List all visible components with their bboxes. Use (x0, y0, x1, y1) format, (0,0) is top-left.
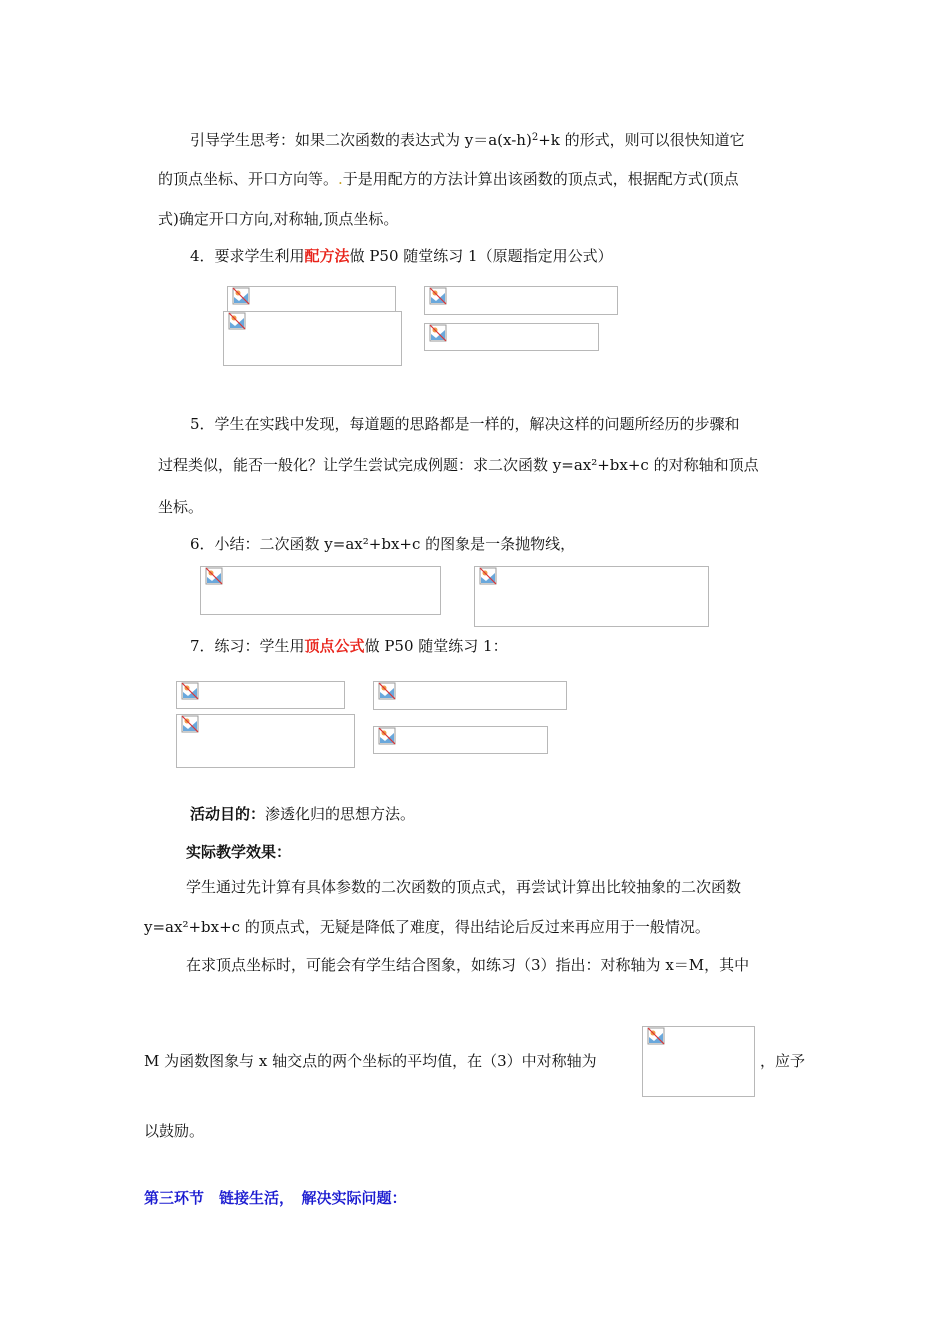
effect-heading: 实际教学效果： (186, 843, 292, 861)
list-item-7 (190, 636, 508, 656)
broken-image-icon (378, 727, 396, 745)
text-run: 渗透化归的思想方法。 (265, 805, 416, 823)
formula-image (424, 286, 618, 315)
formula-image (176, 681, 345, 709)
broken-image-icon (228, 312, 246, 330)
section-heading: 第三环节 链接生活， 解决实际问题： (144, 1189, 407, 1207)
broken-image-icon (429, 324, 447, 342)
paragraph-line: 坐标。 (158, 498, 204, 516)
text-run: 做 P50 随堂练习 1（原题指定用公式） (349, 247, 613, 265)
paragraph-line: 过程类似，能否一般化？让学生尝试完成例题：求二次函数 y=ax²+bx+c 的对称轴和顶点 (158, 456, 759, 474)
broken-image-icon (429, 287, 447, 305)
broken-image-icon (479, 567, 497, 585)
formula-image (373, 681, 567, 710)
paragraph-line: ，应予 (760, 1052, 806, 1070)
list-item-5: 5．学生在实践中发现，每道题的思路都是一样的，解决这样的问题所经历的步骤和 (190, 415, 740, 433)
formula-image (176, 714, 355, 768)
broken-image-icon (181, 715, 199, 733)
text-mark: . (338, 170, 343, 188)
text-run: 的顶点坐标、开口方向等。 (158, 170, 339, 188)
broken-image-icon (378, 682, 396, 700)
paragraph-line: 式)确定开口方向,对称轴,顶点坐标。 (158, 210, 399, 228)
text-run: 4．要求学生利用 (190, 247, 305, 265)
broken-image-icon (205, 567, 223, 585)
formula-image (227, 286, 396, 313)
formula-image (200, 566, 441, 615)
list-item-6: 6．小结：二次函数 y=ax²+bx+c 的图象是一条抛物线， (190, 535, 576, 553)
paragraph-line: y=ax²+bx+c 的顶点式，无疑是降低了难度，得出结论后反过来再应用于一般情况。 (144, 918, 710, 936)
highlight-text: 配方法 (304, 247, 350, 265)
broken-image-icon (647, 1027, 665, 1045)
paragraph-line: M 为函数图象与 x 轴交点的两个坐标的平均值，在（3）中对称轴为 (144, 1052, 597, 1070)
formula-image (642, 1026, 755, 1097)
formula-image (474, 566, 709, 627)
broken-image-icon (181, 682, 199, 700)
formula-image (424, 323, 599, 351)
text-run: 于是用配方的方法计算出该函数的顶点式，根据配方式(顶点 (342, 170, 739, 188)
list-item-4 (190, 246, 613, 266)
label-bold: 活动目的： (190, 805, 266, 823)
paragraph-line: 学生通过先计算有具体参数的二次函数的顶点式，再尝试计算出比较抽象的二次函数 (186, 878, 742, 896)
highlight-text: 顶点公式 (304, 637, 365, 655)
formula-image (223, 311, 402, 366)
formula-image (373, 726, 548, 754)
paragraph-line: 在求顶点坐标时，可能会有学生结合图象，如练习（3）指出：对称轴为 x＝M，其中 (186, 956, 750, 974)
paragraph-line: 以鼓励。 (144, 1122, 205, 1140)
text-run: +k 的形式，则可以很快知道它 (538, 131, 745, 149)
text-run: 7．练习：学生用 (190, 637, 305, 655)
text-run: 引导学生思考：如果二次函数的表达式为 y＝a(x-h) (190, 131, 532, 149)
broken-image-icon (232, 287, 250, 305)
text-run: 做 P50 随堂练习 1： (364, 637, 508, 655)
superscript: 2 (531, 132, 539, 143)
paragraph-line (158, 169, 739, 189)
activity-purpose (190, 804, 415, 824)
paragraph-line (190, 128, 745, 150)
